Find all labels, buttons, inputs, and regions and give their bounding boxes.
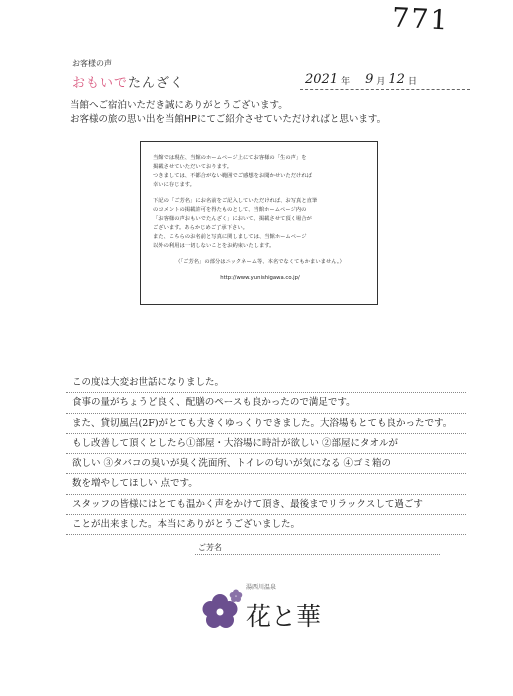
notice-text: ございます。あらかじめご了承下さい。 bbox=[153, 225, 248, 231]
comment-text: スタッフの皆様にはとても温かく声をかけて頂き、最後までリラックスして過ごす bbox=[72, 498, 423, 510]
comment-line bbox=[66, 373, 466, 393]
date-year: 2021 bbox=[305, 72, 339, 87]
comment-text: 食事の量がちょうど良く、配膳のペースも良かったので満足です。 bbox=[72, 397, 356, 409]
notice-url: http://www.yunishigawa.co.jp/ bbox=[220, 275, 300, 281]
greeting-line-1: 当館へご宿泊いただき誠にありがとうございます。 bbox=[70, 100, 288, 111]
notice-text: 「お客様の声おもいでたんざく」において、掲載させて頂く場合が bbox=[153, 216, 312, 222]
notice-text: 下記の「ご芳名」にお名前をご記入していただければ、お写真と直筆 bbox=[153, 198, 318, 204]
notice-text: 掲載させていただいております。 bbox=[153, 164, 233, 170]
date-month-unit: 月 bbox=[376, 77, 386, 87]
comment-line bbox=[66, 474, 466, 494]
greeting-line-2: お客様の旅の思い出を当館HPにてご紹介させていただければと思います。 bbox=[70, 114, 387, 125]
comment-text: また、貸切風呂(2F)がとても大きくゆっくりできました。大浴場もとても良かったです。 bbox=[72, 417, 453, 429]
voice-label: お客様の声 bbox=[72, 59, 112, 68]
comment-line bbox=[66, 393, 466, 413]
signature-line bbox=[195, 554, 440, 555]
comment-text: もし改善して頂くとしたら①部屋・大浴場に時計が欲しい ②部屋にタオルが bbox=[72, 437, 399, 449]
notice-text: 当館では現在、当館のホームページ上にてお客様の「生の声」を bbox=[153, 155, 307, 161]
notice-note: （「ご芳名」の部分はニックネーム等、本名でなくてもかまいません。） bbox=[175, 259, 345, 265]
comment-line bbox=[66, 434, 466, 454]
notice-text: 以外の利用は一切しないことをお約束いたします。 bbox=[153, 243, 275, 249]
comment-line bbox=[66, 414, 466, 434]
logo-subtitle: 湯西川温泉 bbox=[246, 584, 277, 591]
date-year-unit: 年 bbox=[341, 77, 351, 87]
signature-label: ご芳名 bbox=[198, 543, 222, 552]
notice-box bbox=[140, 141, 378, 305]
notice-text: また、こちらのお名前と写真に関しましては、当館ホームページ bbox=[153, 234, 307, 240]
brand-title-dark: たんざく bbox=[128, 76, 185, 91]
brand-title bbox=[72, 72, 184, 91]
date-day: 12 bbox=[388, 72, 405, 87]
comment-line bbox=[66, 495, 466, 515]
comment-text: 欲しい ③タバコの臭いが臭く洗面所、トイレの匂いが気になる ④ゴミ箱の bbox=[72, 458, 391, 470]
comment-text: 数を増やしてほしい 点です。 bbox=[72, 478, 198, 490]
comment-text: この度は大変お世話になりました。 bbox=[72, 377, 225, 388]
comment-line bbox=[66, 454, 466, 474]
date-field bbox=[305, 72, 417, 87]
comment-line bbox=[66, 515, 466, 535]
notice-text: のコメントの掲載許可を得たものとして、当館ホームページ内の bbox=[153, 207, 307, 213]
date-underline bbox=[300, 89, 470, 90]
notice-text: つきましては、不都合がない範囲でご感想をお聞かせいただければ bbox=[153, 173, 312, 179]
logo-name: 花と華 bbox=[246, 602, 322, 631]
stamp-number: 771 bbox=[391, 2, 451, 37]
brand-title-pink: おもいで bbox=[72, 76, 129, 91]
notice-text: 幸いに存じます。 bbox=[153, 182, 195, 188]
date-day-unit: 日 bbox=[407, 77, 417, 87]
date-month: 9 bbox=[365, 72, 374, 87]
comment-text: ことが出来ました。本当にありがとうございました。 bbox=[72, 519, 301, 531]
comment-area bbox=[66, 373, 466, 535]
